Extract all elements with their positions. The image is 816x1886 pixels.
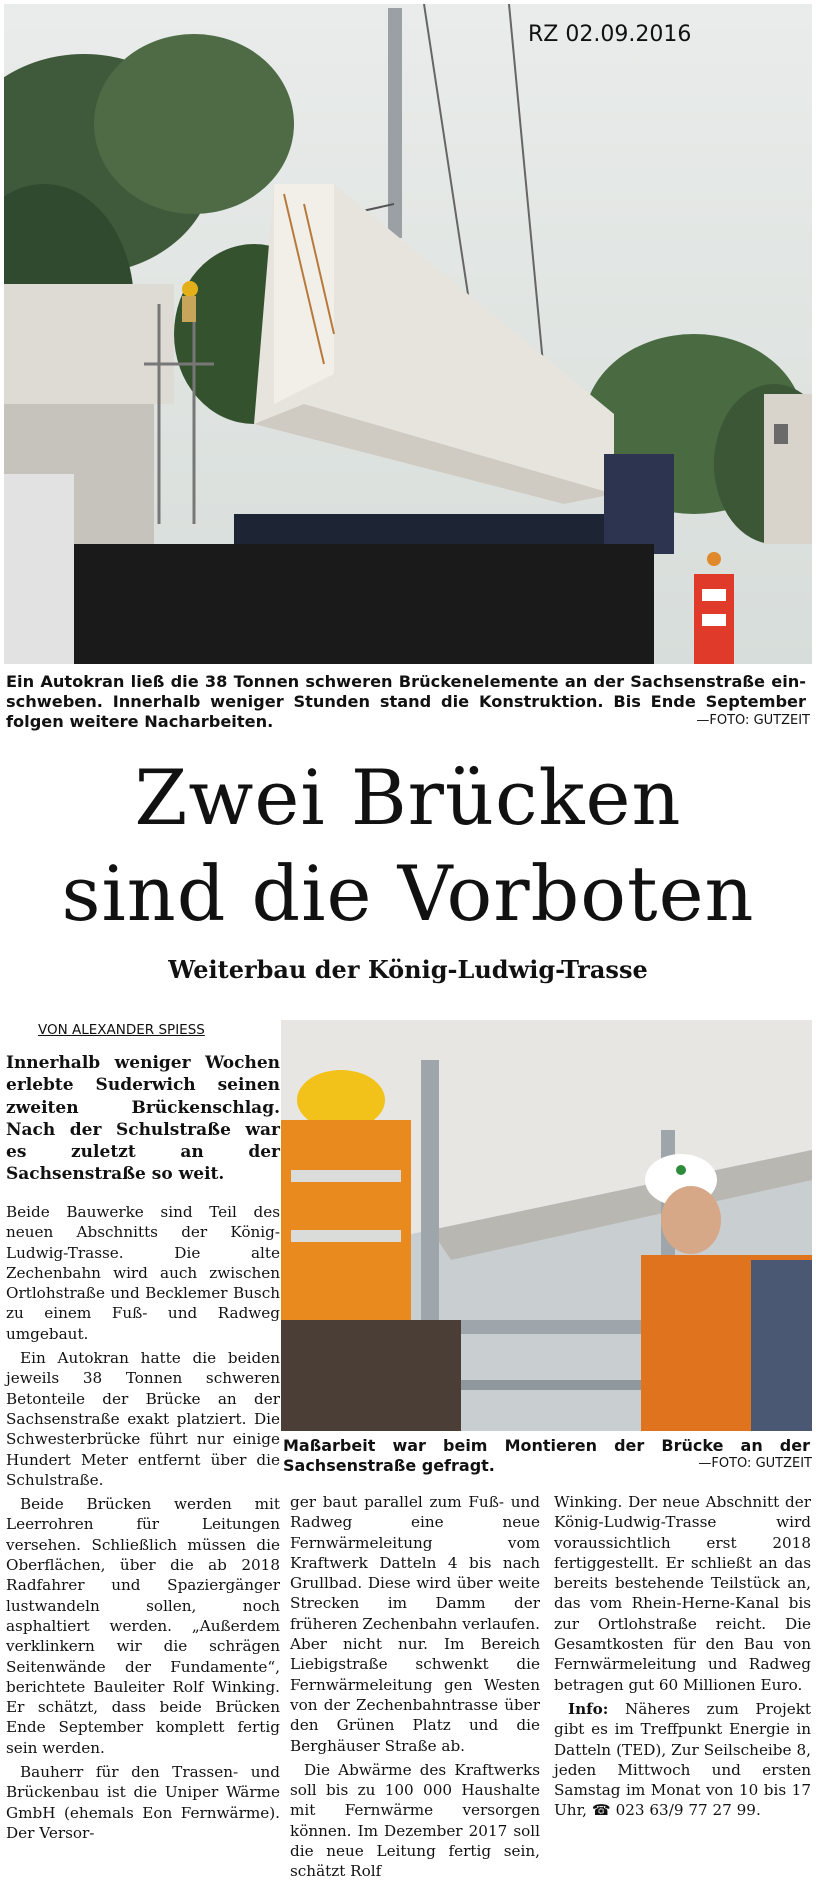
crane-bridge-photo [4, 4, 812, 664]
date-stamp: RZ 02.09.2016 [528, 22, 692, 47]
paragraph: Beide Brücken werden mit Leerrohren für Leitungen versehen. Schließlich müssen die Oberflächen, über die ab 2018 Radfahrer und Spaziergänger lustwandeln sollen, noch asphaltiert werden. „Außerdem verklinkern wir die schrägen Seitenwände der Fundamente“, berichtete Bauleiter Rolf Winking. Er schätzt, dass beide Brücken Ende September komplett fertig sein werden. [6, 1495, 280, 1757]
article-column-2 [290, 1492, 540, 1886]
workers-bridge-photo [281, 1020, 812, 1431]
mid-photo [281, 1020, 812, 1431]
mid-photo-caption: Maßarbeit war beim Montieren der Brücke an der Sachsenstraße gefragt. [283, 1436, 810, 1475]
info-paragraph [554, 1699, 811, 1821]
article-column-3 [554, 1492, 811, 1825]
paragraph: Bauherr für den Trassen- und Brückenbau ist die Uniper Wärme GmbH (ehemals Eon Fernwärme). Der Versor- [6, 1763, 280, 1842]
headline-line-1: Zwei Brücken [134, 753, 682, 842]
info-text: Näheres zum Projekt gibt es im Treffpunkt Energie in Datteln (TED), Zur Seilscheibe 8, jeden Mittwoch und ersten Samstag im Monat von 10 bis 17 Uhr, ☎ 023 63/9 77 27 99. [554, 1699, 811, 1820]
paragraph: Winking. Der neue Abschnitt der König-Ludwig-Trasse wird voraussichtlich erst 2018 fertiggestellt. Er schließt an das bereits bestehende Teilstück an, das vom Rhein-Herne-Kanal bis zur Ortlohstraße reicht. Die Gesamtkosten für den Bau von Fernwärmeleitung und Radweg betragen gut 60 Millionen Euro. [554, 1493, 811, 1694]
headline-line-2: sind die Vorboten [61, 849, 755, 938]
lead-paragraph: Innerhalb weniger Wochen erlebte Suderwich seinen zweiten Brückenschlag. Nach der Schulstraße war es zuletzt an der Sachsenstraße so weit. [6, 1053, 280, 1185]
headline [0, 750, 816, 942]
subheadline: Weiterbau der König-Ludwig-Trasse [168, 955, 648, 984]
top-photo [4, 4, 812, 664]
byline: VON ALEXANDER SPIESS [38, 1022, 205, 1038]
mid-photo-credit: —FOTO: GUTZEIT [698, 1456, 812, 1471]
paragraph: Die Abwärme des Kraftwerks soll bis zu 100 000 Haushalte mit Fernwärme versorgen können. Im Dezember 2017 soll die neue Leitung fertig sein, schätzt Rolf [290, 1760, 540, 1881]
paragraph: Beide Bauwerke sind Teil des neuen Abschnitts der König-Ludwig-Trasse. Die alte Zechenbahn wird auch zwischen Ortlohstraße und Becklemer Busch zu einem Fuß- und Radweg umgebaut. [6, 1203, 280, 1343]
paragraph: Ein Autokran hatte die beiden jeweils 38 Tonnen schweren Betonteile der Brücke an der Sachsenstraße exakt platziert. Die Schwesterbrücke führt nur einige Hundert Meter entfernt über die Schulstraße. [6, 1349, 280, 1489]
info-label: Info: [568, 1699, 609, 1718]
article-column-1 [6, 1202, 280, 1847]
paragraph: ger baut parallel zum Fuß- und Radweg eine neue Fernwärmeleitung vom Kraftwerk Datteln 4 bis nach Grullbad. Diese wird über weite Strecken im Damm der früheren Zechenbahn verlaufen. Aber nicht nur. Im Bereich Liebigstraße schwenkt die Fernwärmeleitung gen Westen von der Zechenbahntrasse über den Grünen Platz und die Berghäuser Straße ab. [290, 1493, 540, 1755]
top-photo-credit: —FOTO: GUTZEIT [696, 713, 810, 728]
top-photo-caption: Ein Autokran ließ die 38 Tonnen schweren Brückenelemente an der Sachsenstraße ein-schweben. Innerhalb weniger Stunden stand die Konstruktion. Bis Ende September folgen weitere Nacharbeiten. [6, 672, 806, 731]
